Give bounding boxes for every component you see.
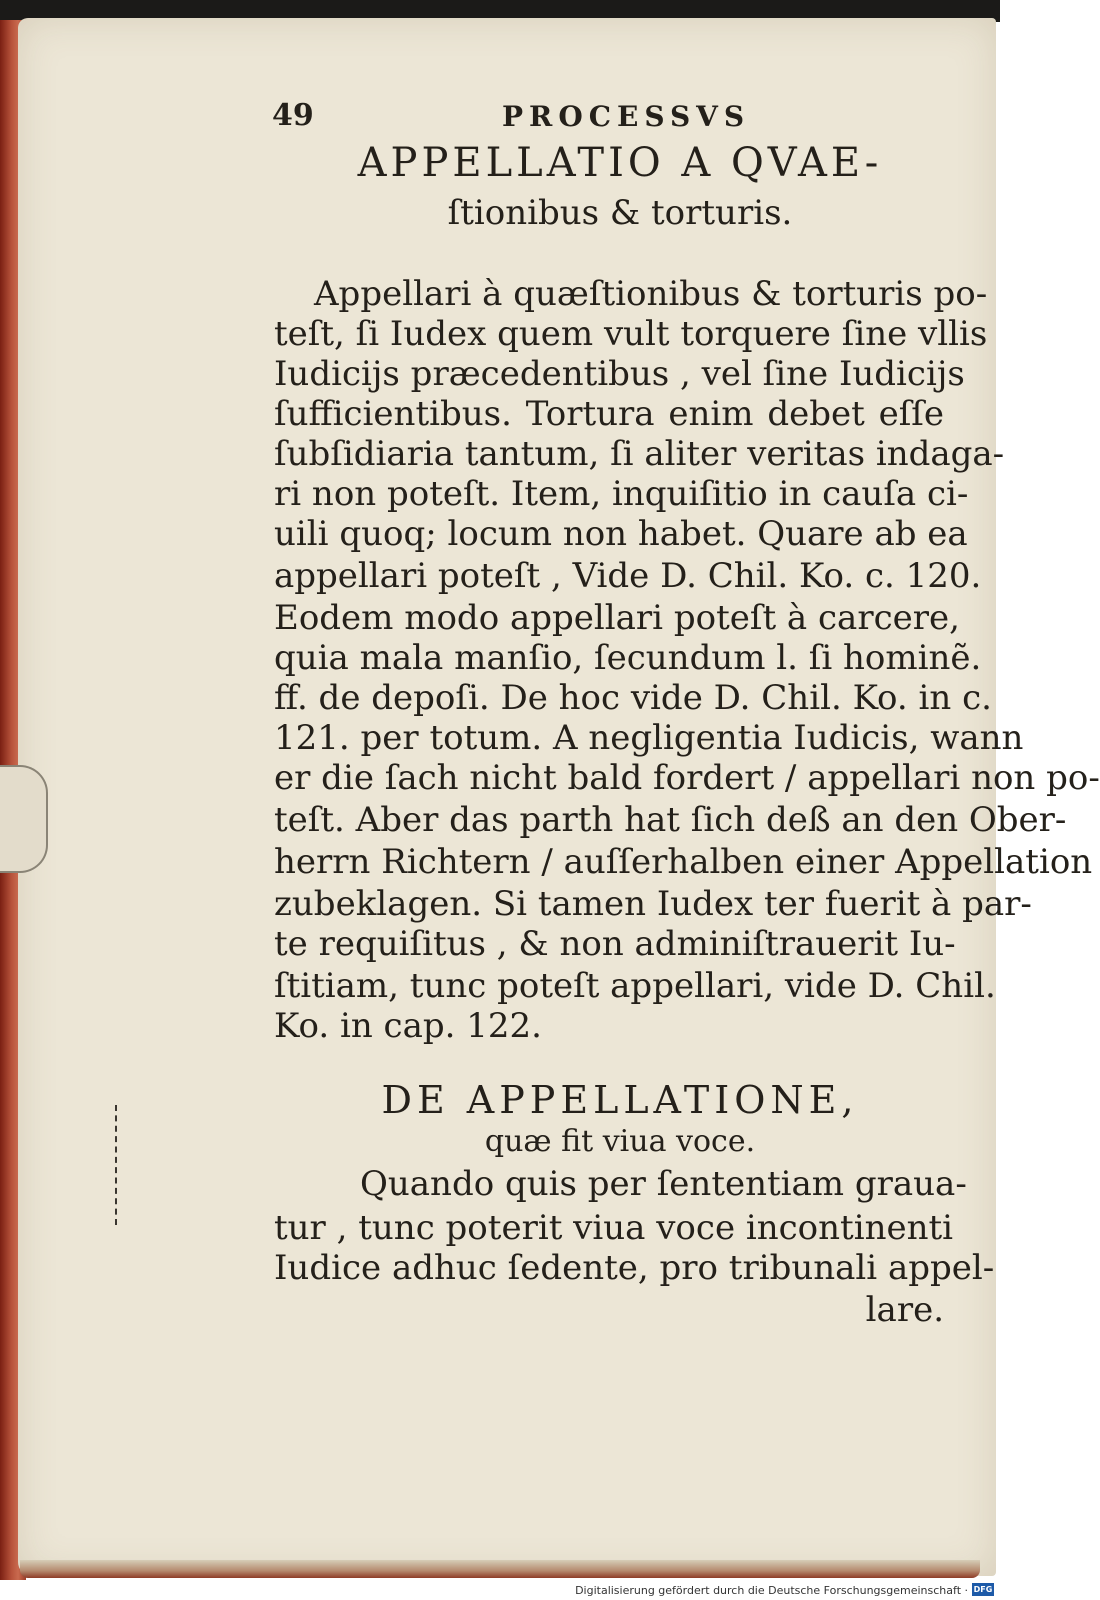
body-line: zubeklagen. Si tamen Iudex ter fuerit à par- [274, 884, 1032, 924]
body-line: tur , tunc poterit viua voce incontinenti [274, 1208, 954, 1248]
body-line: teſt. Aber das parth hat ſich deß an den Ober- [274, 800, 1067, 840]
dfg-logo: DFG [973, 1585, 993, 1594]
body-line: herrn Richtern / auſſerhalben einer Appellation [274, 842, 1093, 882]
body-line: appellari poteſt , Vide D. Chil. Ko. c. 120. [274, 556, 982, 596]
body-line: ff. de depoſi. De hoc vide D. Chil. Ko. in c. [274, 678, 992, 718]
body-line: uili quoq; locum non habet. Quare ab ea [274, 514, 968, 554]
section1-heading: APPELLATIO A QVAE- [357, 140, 883, 186]
body-line: quia mala manſio, ſecundum l. ſi hominẽ. [274, 638, 982, 678]
body-line: lare. [865, 1290, 944, 1330]
section1-subheading: ſtionibus & torturis. [447, 193, 793, 233]
body-line: ſufficientibus. Tortura enim debet eſſe [274, 394, 944, 434]
body-line: te requiſitus , & non adminiſtrauerit Iu- [274, 924, 956, 964]
body-line: Quando quis per ſententiam graua- [360, 1164, 967, 1204]
page-number: 49 [272, 98, 314, 133]
body-line: er die ſach nicht bald fordert / appellari non po- [274, 758, 1100, 798]
page-header [272, 98, 812, 138]
footer-credit: Digitalisierung gefördert durch die Deutsche Forschungsgemeinschaft · [575, 1584, 968, 1597]
body-line: teſt, ſi Iudex quem vult torquere ſine vllis [274, 314, 988, 354]
running-title: PROCESSVS [502, 100, 751, 133]
body-line: Ko. in cap. 122. [274, 1006, 542, 1046]
body-line: Appellari à quæſtionibus & torturis po- [314, 274, 988, 314]
body-line: ri non poteſt. Item, inquiſitio in cauſa ci- [274, 474, 969, 514]
body-line: Iudice adhuc ſedente, pro tribunali appel- [274, 1248, 995, 1288]
body-line: ſtitiam, tunc poteſt appellari, vide D. Chil. [274, 966, 996, 1006]
section2-heading: DE APPELLATIONE, [381, 1078, 859, 1122]
body-line: Eodem modo appellari poteſt à carcere, [274, 598, 960, 638]
section2-subheading: quæ fit viua voce. [484, 1124, 756, 1159]
body-line: ſubſidiaria tantum, ſi aliter veritas indaga- [274, 434, 1005, 474]
body-line: 121. per totum. A negligentia Iudicis, wann [274, 718, 1024, 758]
body-line: Iudicijs præcedentibus , vel ſine Iudicijs [274, 354, 965, 394]
